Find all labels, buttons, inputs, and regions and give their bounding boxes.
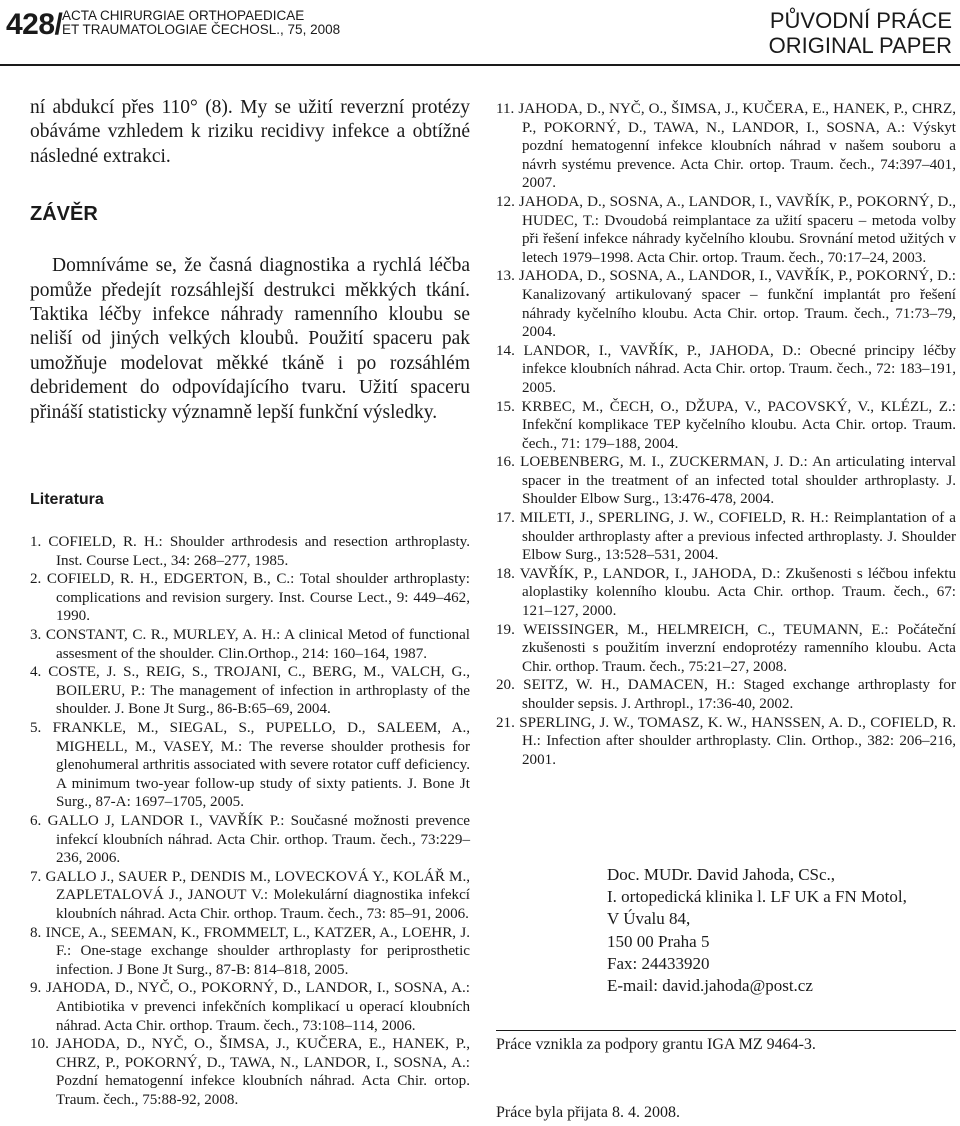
literature-heading: Literatura — [30, 491, 104, 509]
author-name: Doc. MUDr. David Jahoda, CSc., — [607, 865, 836, 884]
reference-list-left — [30, 533, 470, 1109]
email-address: E-mail: david.jahoda@post.cz — [607, 976, 813, 996]
reference-item: 8. INCE, A., SEEMAN, K., FROMMELT, L., KATZER, A., LOEHR, J. F.: One-stage exchange shoulder arthroplasty for periprosthetic infection. J Bone Jt Surg., 87-B: 814–818, 2005. — [30, 924, 470, 978]
reference-item: 17. MILETI, J., SPERLING, J. W., COFIELD, R. H.: Reimplantation of a shoulder arthroplasty after a previous infected arthroplasty. J. Shoulder Elbow Surg., 13:528–531, 2004. — [496, 510, 956, 564]
conclusion-text: Domníváme se, že časná diagnostika a rychlá léčba pomůže předejít rozsáhlejší destrukci měkkých tkání. Taktika léčby infekce náhrady ramenního kloubu se neliší od jiných velkých kloubů. Použití spaceru pak umožňuje modelovat měkké tkáně i po rozsáhlém debridement do odpovídajícího tvaru. Užití spaceru přináší statisticky významně lepší funkční výsledky. — [30, 255, 470, 423]
reference-item: 3. CONSTANT, C. R., MURLEY, A. H.: A clinical Metod of functional assesment of the shoulder. Clin.Orthop., 214: 160–164, 1987. — [30, 627, 470, 662]
grant-note: Práce vznikla za podpory grantu IGA MZ 9464-3. — [496, 1036, 816, 1053]
page-number: 428/ — [6, 8, 63, 41]
right-column — [496, 100, 956, 769]
reference-item: 11. JAHODA, D., NYČ, O., ŠIMSA, J., KUČERA, E., HANEK, P., CHRZ, P., POKORNÝ, D., TAWA, N., LANDOR, I., SOSNA, A.: Výskyt pozdní hematogenní infekce kloubních náhrad v našem souboru a návrh systému prevence. Acta Chir. ortop. Traum. čech., 74:397–401, 2007. — [496, 101, 956, 192]
journal-line-2: ET TRAUMATOLOGIAE ČECHOSL., 75, 2008 — [62, 22, 341, 37]
journal-line-1: ACTA CHIRURGIAE ORTHOPAEDICAE — [62, 8, 305, 23]
address-line: 150 00 Praha 5 — [607, 931, 710, 951]
reference-item: 4. COSTE, J. S., REIG, S., TROJANI, C., BERG, M., VALCH, G., BOILERU, P.: The management of infection in arthroplasty of the shoulder. J. Bone Jt Surg., 86-B:65–69, 2004. — [30, 664, 470, 718]
reference-item: 16. LOEBENBERG, M. I., ZUCKERMAN, J. D.: An articulating interval spacer in the treatment of an infected total shoulder arthroplasty. J. Shoulder Elbow Surg., 13:476-478, 2004. — [496, 454, 956, 508]
section-label-en: ORIGINAL PAPER — [768, 33, 952, 58]
grant-divider — [496, 1030, 956, 1031]
reference-item: 7. GALLO J., SAUER P., DENDIS M., LOVECKOVÁ Y., KOLÁŘ M., ZAPLETALOVÁ J., JANOUT V.: Molekulární diagnostika infekcí kloubních náhrad. Acta Chir. orthop. Traum. čech., 73: 85–91, 2006. — [30, 868, 470, 922]
reference-item: 19. WEISSINGER, M., HELMREICH, C., TEUMANN, E.: Počáteční zkušenosti s použitím inverzní endoprotézy ramenního kloubu. Acta Chir. orthop. Traum. čech., 75:21–27, 2008. — [496, 621, 956, 675]
left-column — [30, 96, 470, 1109]
conclusion-heading: ZÁVĚR — [30, 203, 98, 226]
reference-item: 2. COFIELD, R. H., EDGERTON, B., C.: Total shoulder arthroplasty: complications and revision surgery. Inst. Course Lect., 9: 449–462, 1990. — [30, 571, 470, 625]
fax-number: Fax: 24433920 — [607, 953, 710, 973]
journal-name — [62, 9, 340, 37]
reference-item: 13. JAHODA, D., SOSNA, A., LANDOR, I., VAVŘÍK, P., POKORNÝ, D.: Kanalizovaný artikulovaný spacer – funkční implantát pro řešení náhrady kyčelního kloubu. Acta Chir. ortop. Traum. čech., 71:73–79, 2004. — [496, 268, 956, 341]
accepted-note: Práce byla přijata 8. 4. 2008. — [496, 1104, 680, 1121]
reference-item: 20. SEITZ, W. H., DAMACEN, H.: Staged exchange arthroplasty for shoulder sepsis. J. Arthropl., 17:36-40, 2002. — [496, 677, 956, 712]
intro-paragraph: ní abdukcí přes 110° (8). My se užití reverzní protézy obáváme vzhledem k riziku recidivy infekce a obtížné následné extrakci. — [30, 97, 470, 167]
reference-item: 18. VAVŘÍK, P., LANDOR, I., JAHODA, D.: Zkušenosti s léčbou infektu aloplastiky kolenního kloubu. Acta Chir. orthop. Traum. čech., 67: 121–127, 2000. — [496, 565, 956, 620]
reference-item: 14. LANDOR, I., VAVŘÍK, P., JAHODA, D.: Obecné principy léčby infekce kloubních náhrad. Acta Chir. ortop. Traum. čech., 72: 183–191, 2005. — [496, 342, 956, 396]
reference-list-right — [496, 100, 956, 769]
reference-item: 21. SPERLING, J. W., TOMASZ, K. W., HANSSEN, A. D., COFIELD, R. H.: Infection after shoulder arthroplasty. Clin. Orthop., 382: 206–216, 2001. — [496, 714, 956, 768]
page-header — [0, 0, 960, 72]
section-label-cz: PŮVODNÍ PRÁCE — [769, 8, 952, 33]
reference-item: 15. KRBEC, M., ČECH, O., DŽUPA, V., PACOVSKÝ, V., KLÉZL, Z.: Infekční komplikace TEP kyčelního kloubu. Acta Chir. ortop. Traum. čech., 71: 179–188, 2004. — [496, 398, 956, 452]
reference-item: 6. GALLO J, LANDOR I., VAVŘÍK P.: Současné možnosti prevence infekcí kloubních náhrad. Acta Chir. orthop. Traum. čech., 73:229–236, 2006. — [30, 812, 470, 867]
reference-item: 1. COFIELD, R. H.: Shoulder arthrodesis and resection arthroplasty. Inst. Course Lect., 34: 268–277, 1985. — [30, 534, 470, 569]
reference-item: 9. JAHODA, D., NYČ, O., POKORNÝ, D., LANDOR, I., SOSNA, A.: Antibiotika v prevenci infekčních komplikací u operací kloubních náhrad. Acta Chir. orthop. Traum. čech., 73:108–114, 2006. — [30, 980, 470, 1034]
address-line: V Úvalu 84, — [607, 909, 691, 929]
author-address — [607, 864, 907, 997]
reference-item: 12. JAHODA, D., SOSNA, A., LANDOR, I., VAVŘÍK, P., POKORNÝ, D., HUDEC, T.: Dvoudobá reimplantace za užití spaceru – metoda volby při řešení infekce náhrady kyčelního kloubu. Srovnání metod užitých v letech 1979–1998. Acta Chir. ortop. Traum. čech., 70:17–24, 2003. — [496, 193, 956, 266]
reference-item: 10. JAHODA, D., NYČ, O., ŠIMSA, J., KUČERA, E., HANEK, P., CHRZ, P., POKORNÝ, D., TAWA, N., LANDOR, I., SOSNA, A.: Pozdní hematogenní infekce kloubních náhrad. Acta Chir. ortop. Traum. čech., 75:88-92, 2008. — [30, 1036, 470, 1108]
header-rule — [0, 64, 960, 66]
reference-item: 5. FRANKLE, M., SIEGAL, S., PUPELLO, D., SALEEM, A., MIGHELL, M., VASEY, M.: The reverse shoulder prothesis for glenohumeral arthritis associated with severe rotator cuff deficiency. A minimum two-year follow-up study of sixty patients. J. Bone Jt Surg., 87-A: 1697–1705, 2005. — [30, 720, 470, 811]
address-line: I. ortopedická klinika l. LF UK a FN Motol, — [607, 887, 907, 907]
section-label — [769, 8, 952, 58]
